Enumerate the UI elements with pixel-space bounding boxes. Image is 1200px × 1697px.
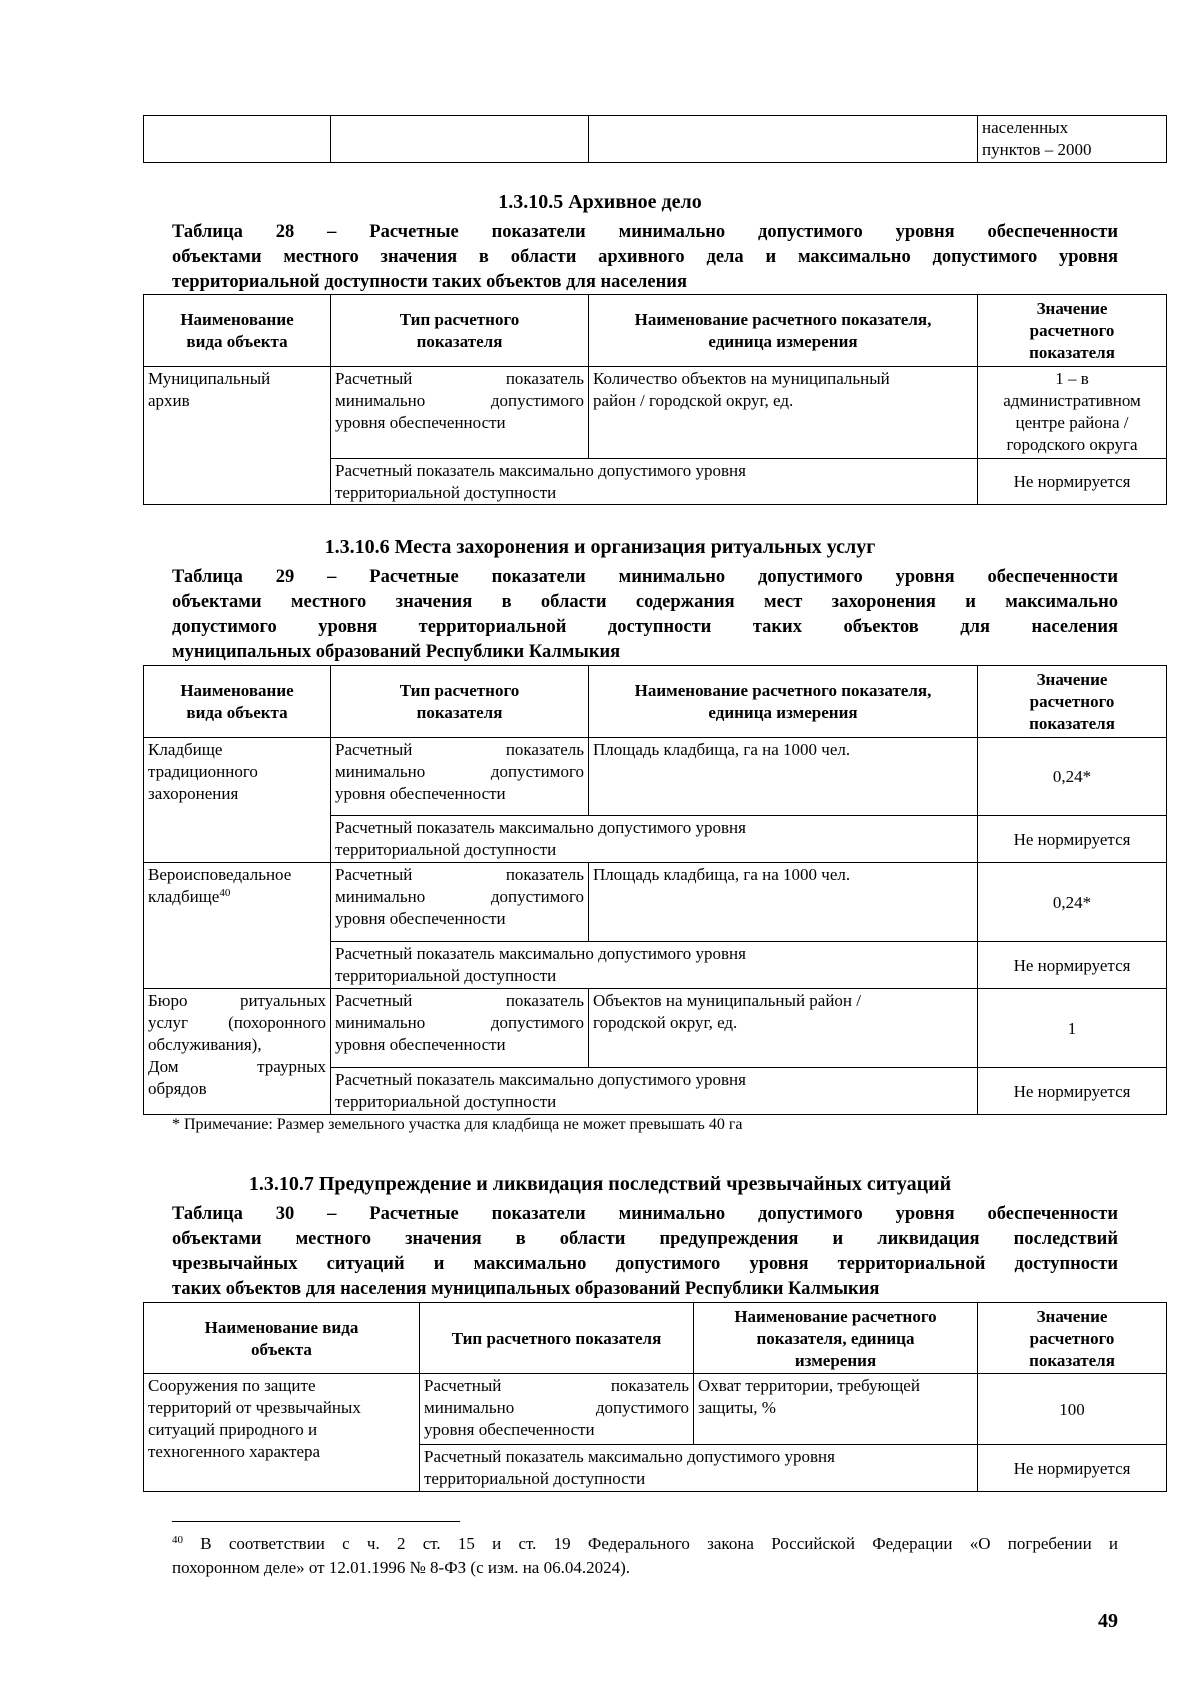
- object-name: Сооружения по защите территорий от чрезвычайных ситуаций природного и техногенного характера: [144, 1374, 420, 1492]
- table-row: [144, 738, 1167, 816]
- object-name: Кладбище традиционного захоронения: [144, 738, 331, 863]
- table-header-row: [144, 1303, 1167, 1374]
- section-title-emergency: 1.3.10.7 Предупреждение и ликвидация последствий чрезвычайных ситуаций: [248, 1173, 952, 1195]
- table-29: [143, 665, 1167, 1115]
- empty-cell: [144, 116, 331, 163]
- table-row: [144, 1374, 1167, 1445]
- empty-cell: [589, 116, 978, 163]
- top-table-fragment: [143, 115, 1167, 163]
- indicator-type-min: Расчетный показатель минимально допустимого уровня обеспеченности: [331, 738, 589, 816]
- header-value: Значение расчетного показателя: [978, 666, 1167, 738]
- indicator-name: Количество объектов на муниципальный район / городской округ, ед.: [589, 367, 978, 459]
- header-value: Значение расчетного показателя: [978, 1303, 1167, 1374]
- table-29-caption: Таблица 29 – Расчетные показатели минимально допустимого уровня обеспеченности объектами местного значения в области содержания мест захоронения и максимально допустимого уровня территориальной доступности таких объектов для населения муниципальных образований Республики Калмыкия: [172, 567, 1118, 662]
- indicator-name: Охват территории, требующей защиты, %: [694, 1374, 978, 1445]
- object-name: Муниципальный архив: [144, 367, 331, 505]
- indicator-name: Площадь кладбища, га на 1000 чел.: [589, 738, 978, 816]
- indicator-type-min: Расчетный показатель минимально допустимого уровня обеспеченности: [331, 989, 589, 1068]
- indicator-type-min: Расчетный показатель минимально допустимого уровня обеспеченности: [331, 367, 589, 459]
- indicator-type-max: Расчетный показатель максимально допустимого уровня территориальной доступности: [420, 1445, 978, 1492]
- value-cell: населенных пунктов – 2000: [978, 116, 1167, 163]
- indicator-type-max: Расчетный показатель максимально допустимого уровня территориальной доступности: [331, 942, 978, 989]
- table-header-row: [144, 666, 1167, 738]
- indicator-value: Не нормируется: [978, 942, 1167, 989]
- table-28-caption: Таблица 28 – Расчетные показатели минимально допустимого уровня обеспеченности объектами местного значения в области архивного дела и максимально допустимого уровня территориальной доступности таких объектов для населения: [172, 222, 1118, 292]
- indicator-type-max: Расчетный показатель максимально допустимого уровня территориальной доступности: [331, 1068, 978, 1115]
- table-29-note: * Примечание: Размер земельного участка для кладбища не может превышать 40 га: [172, 1116, 743, 1133]
- indicator-value: Не нормируется: [978, 1445, 1167, 1492]
- footnote-separator: [172, 1521, 460, 1522]
- indicator-value: 1 – в административном центре района / городского округа: [978, 367, 1167, 459]
- indicator-name: Объектов на муниципальный район / городской округ, ед.: [589, 989, 978, 1068]
- object-name: Бюро ритуальных услуг (похоронного обслуживания), Дом траурных обрядов: [144, 989, 331, 1115]
- header-value: Значение расчетного показателя: [978, 295, 1167, 367]
- table-30-caption: Таблица 30 – Расчетные показатели минимально допустимого уровня обеспеченности объектами местного значения в области предупреждения и ликвидация последствий чрезвычайных ситуаций и максимально допустимого уровня территориальной доступности таких объектов для населения муниципальных образований Республики Калмыкия: [172, 1204, 1118, 1299]
- indicator-value: 100: [978, 1374, 1167, 1445]
- indicator-value: Не нормируется: [978, 459, 1167, 505]
- section-title-archive: 1.3.10.5 Архивное дело: [498, 191, 702, 213]
- page-number: 49: [1098, 1610, 1118, 1632]
- empty-cell: [331, 116, 589, 163]
- header-indicator: Наименование расчетного показателя, единица измерения: [694, 1303, 978, 1374]
- indicator-value: Не нормируется: [978, 816, 1167, 863]
- footnote-ref: 40: [219, 887, 231, 899]
- footnote-number: 40: [172, 1534, 183, 1546]
- header-object: Наименование вида объекта: [144, 295, 331, 367]
- header-object: Наименование вида объекта: [144, 666, 331, 738]
- section-title-burial: 1.3.10.6 Места захоронения и организация ритуальных услуг: [324, 536, 876, 558]
- table-30: [143, 1302, 1167, 1492]
- indicator-name: Площадь кладбища, га на 1000 чел.: [589, 863, 978, 942]
- header-type: Тип расчетного показателя: [331, 295, 589, 367]
- table-row: [144, 989, 1167, 1068]
- object-name: Вероисповедальное кладбище$^{40}$: [144, 863, 331, 989]
- header-indicator: Наименование расчетного показателя, единица измерения: [589, 666, 978, 738]
- footnote: $^{40}$ В соответствии с ч. 2 ст. 15 и ст. 19 Федерального закона Российской Федерации «О погребении и похоронном деле» от 12.01.1996 № 8-ФЗ (с изм. на 06.04.2024).: [172, 1534, 1119, 1577]
- indicator-value: 1: [978, 989, 1167, 1068]
- indicator-value: 0,24*: [978, 863, 1167, 942]
- indicator-type-max: Расчетный показатель максимально допустимого уровня территориальной доступности: [331, 816, 978, 863]
- table-28: [143, 294, 1167, 505]
- indicator-type-min: Расчетный показатель минимально допустимого уровня обеспеченности: [331, 863, 589, 942]
- indicator-type-min: Расчетный показатель минимально допустимого уровня обеспеченности: [420, 1374, 694, 1445]
- table-row: [144, 367, 1167, 459]
- header-type: Тип расчетного показателя: [331, 666, 589, 738]
- header-type: Тип расчетного показателя: [420, 1303, 694, 1374]
- table-row: [144, 863, 1167, 942]
- indicator-type-max: Расчетный показатель максимально допустимого уровня территориальной доступности: [331, 459, 978, 505]
- header-object: Наименование вида объекта: [144, 1303, 420, 1374]
- indicator-value: 0,24*: [978, 738, 1167, 816]
- table-header-row: [144, 295, 1167, 367]
- header-indicator: Наименование расчетного показателя, единица измерения: [589, 295, 978, 367]
- indicator-value: Не нормируется: [978, 1068, 1167, 1115]
